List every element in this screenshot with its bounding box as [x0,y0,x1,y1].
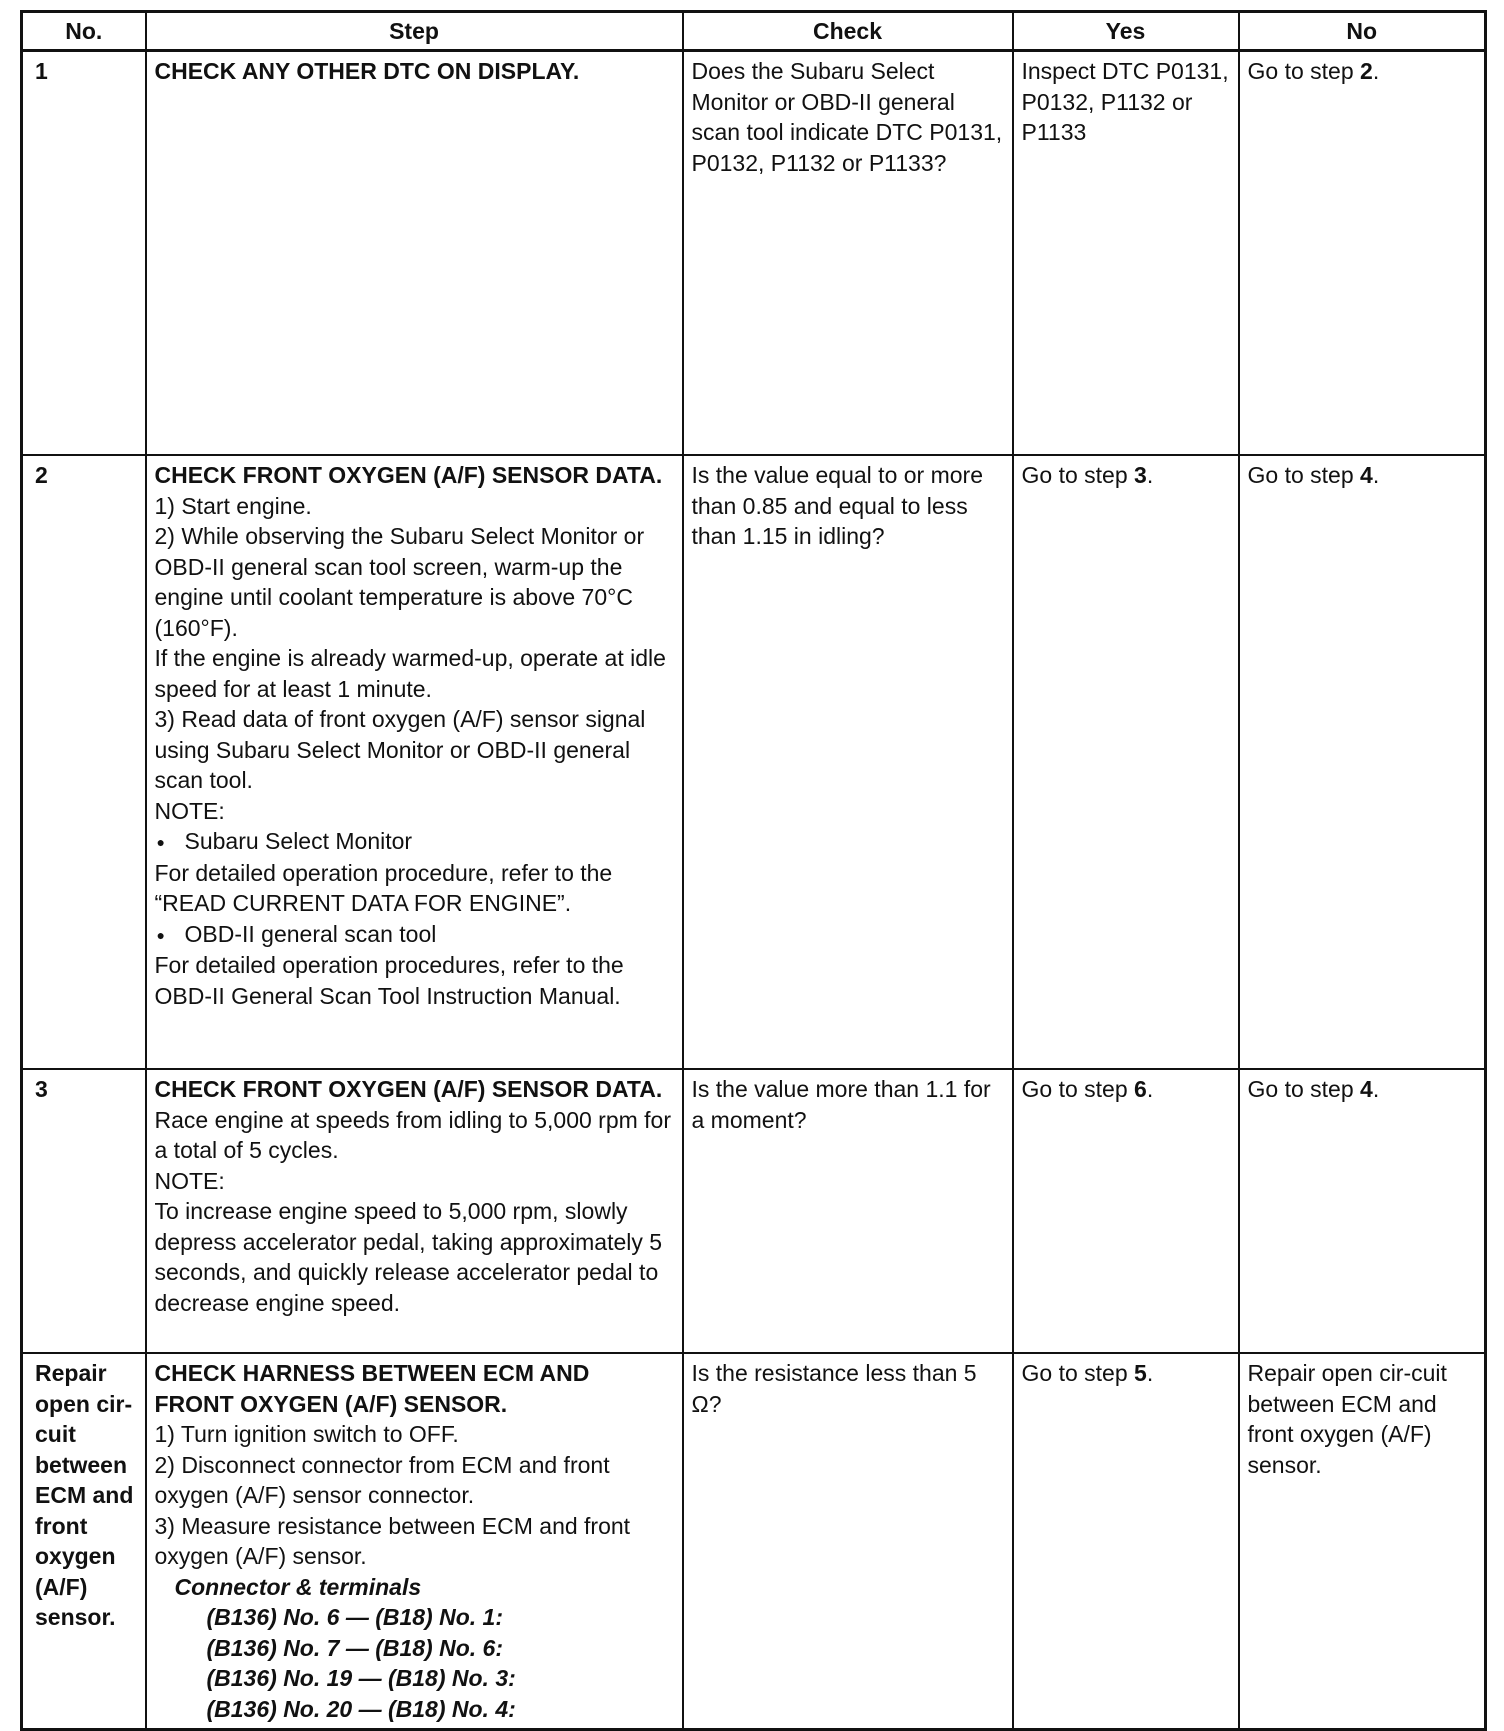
check-cell: Does the Subaru Select Monitor or OBD-II general scan tool indicate DTC P0131, P0132, P1132 or P1133? [683,51,1013,456]
spec-item: (B136) No. 6 — (B18) No. 1: [206,1604,503,1630]
no-text: Go to step [1247,58,1361,84]
no-cell [1239,51,1486,456]
step-line: 2) Disconnect connector from ECM and front oxygen (A/F) sensor connector. [154,1451,610,1508]
spec-item: (B136) No. 19 — (B18) No. 3: [206,1665,516,1691]
no-suffix: . [1372,462,1380,488]
row-number: 1 [22,51,146,456]
row-number: 3 [22,1069,146,1353]
bullet-text: For detailed operation procedures, refer to the OBD-II General Scan Tool Instruction Manual. [154,952,624,1009]
bullet-item: ● Subaru Select Monitor [155,826,674,858]
note-label: NOTE: [154,1167,225,1194]
note-label: NOTE: [154,797,225,824]
table-row [22,51,1486,456]
row-number: Repair open cir-cuit between ECM and front oxygen (A/F) sensor. [22,1353,146,1730]
step-line: 1) Turn ignition switch to OFF. [154,1421,459,1447]
step-line: 1) Start engine. [154,492,312,519]
step-cell [146,1069,683,1353]
step-title: CHECK FRONT OXYGEN (A/F) SENSOR DATA. [154,1076,663,1102]
yes-text: Go to step [1021,1076,1135,1102]
no-step-ref: 4 [1360,1076,1373,1102]
step-title: CHECK ANY OTHER DTC ON DISPLAY. [154,58,580,84]
yes-suffix: . [1146,1076,1154,1102]
yes-suffix: . [1146,1360,1154,1386]
spec-heading: Connector & terminals [174,1573,422,1600]
header-no: No. [22,12,146,51]
bullet-text: For detailed operation procedure, refer to the “READ CURRENT DATA FOR ENGINE”. [154,859,613,916]
no-suffix: . [1372,58,1380,84]
step-title: CHECK HARNESS BETWEEN ECM AND FRONT OXYGEN (A/F) SENSOR. [154,1360,590,1417]
step-line: 3) Measure resistance between ECM and front oxygen (A/F) sensor. [154,1512,631,1569]
diagnostic-procedure-table [20,10,1487,1731]
step-cell [146,455,683,1069]
no-step-ref: 4 [1360,462,1373,488]
yes-step-ref: 6 [1134,1076,1147,1102]
yes-cell [1013,455,1239,1069]
step-line: If the engine is already warmed-up, operate at idle speed for at least 1 minute. [154,645,666,702]
step-line: 2) While observing the Subaru Select Monitor or OBD-II general scan tool screen, warm-up the engine until coolant temperature is above 70°C (160°F). [154,523,645,641]
step-line: Race engine at speeds from idling to 5,000 rpm for a total of 5 cycles. [154,1106,672,1163]
step-line: To increase engine speed to 5,000 rpm, slowly depress accelerator pedal, taking approximately 5 seconds, and quickly release accelerator pedal to decrease engine speed. [154,1198,663,1316]
no-cell [1239,1069,1486,1353]
yes-suffix: . [1146,462,1154,488]
table-row [22,1353,1486,1730]
table-row [22,455,1486,1069]
row-number: 2 [22,455,146,1069]
step-line: 3) Read data of front oxygen (A/F) sensor signal using Subaru Select Monitor or OBD-II general scan tool. [154,706,646,793]
yes-step-ref: 3 [1134,462,1147,488]
no-step-ref: 2 [1360,58,1373,84]
yes-cell [1013,1069,1239,1353]
no-cell [1239,455,1486,1069]
yes-text: Go to step [1021,1360,1135,1386]
header-step: Step [146,12,683,51]
step-title: CHECK FRONT OXYGEN (A/F) SENSOR DATA. [154,462,663,488]
yes-cell [1013,1353,1239,1730]
spec-item: (B136) No. 20 — (B18) No. 4: [206,1695,516,1722]
yes-text: Go to step [1021,462,1135,488]
no-suffix: . [1372,1076,1380,1102]
header-yes: Yes [1013,12,1239,51]
no-cell: Repair open cir-cuit between ECM and front oxygen (A/F) sensor. [1239,1353,1486,1730]
header-check: Check [683,12,1013,51]
check-cell: Is the value equal to or more than 0.85 and equal to less than 1.15 in idling? [683,455,1013,1069]
step-cell [146,1353,683,1730]
no-text: Go to step [1247,462,1361,488]
header-no-result: No [1239,12,1486,51]
spec-item: (B136) No. 7 — (B18) No. 6: [206,1634,503,1661]
check-cell: Is the resistance less than 5 Ω? [683,1353,1013,1730]
check-cell: Is the value more than 1.1 for a moment? [683,1069,1013,1353]
no-text: Go to step [1247,1076,1361,1102]
table-row [22,1069,1486,1353]
yes-step-ref: 5 [1134,1360,1147,1386]
diagnostic-table-container [20,10,1484,1731]
bullet-item: ● OBD-II general scan tool [155,919,674,951]
table-header-row [22,12,1486,51]
step-cell [146,51,683,456]
yes-cell: Inspect DTC P0131, P0132, P1132 or P1133 [1013,51,1239,456]
